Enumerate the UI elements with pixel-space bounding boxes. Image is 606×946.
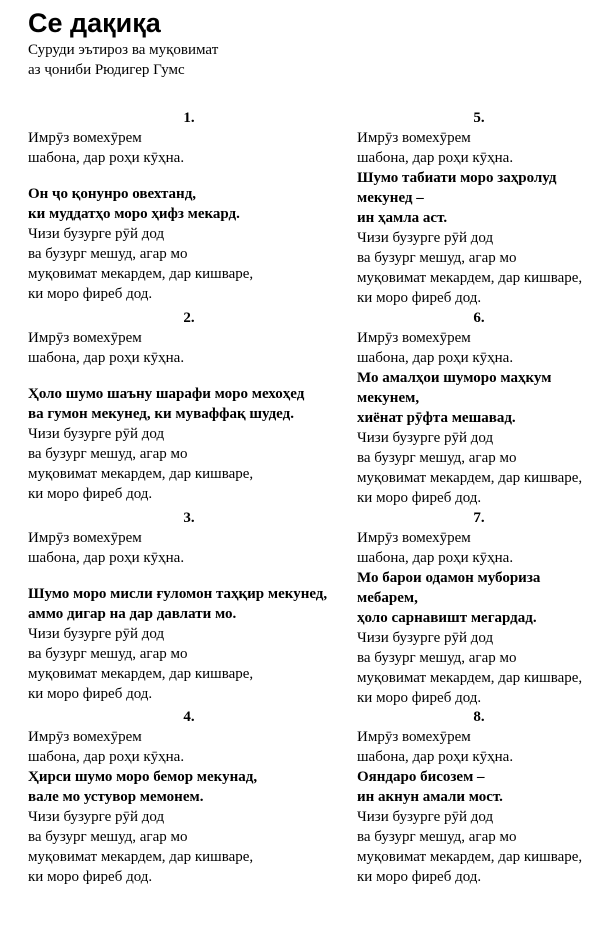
- stanza: [357, 108, 601, 308]
- stanza-spacer: [28, 168, 350, 184]
- stanza-number: 4.: [183, 709, 195, 725]
- chorus-line: Чизи бузурге рӯй дод: [28, 809, 165, 825]
- stanza-number: 8.: [473, 709, 485, 725]
- verse-line: Он ҷо қонунро овехтанд,: [28, 186, 197, 202]
- verse-line: ин ҳамла аст.: [357, 210, 448, 226]
- refrain-line: шабона, дар роҳи кӯҳна.: [28, 150, 185, 166]
- refrain-line: Имрӯз вомехӯрем: [28, 330, 142, 346]
- stanza-number: 5.: [473, 110, 485, 126]
- chorus-line: ва бузург мешуд, агар мо: [357, 650, 517, 666]
- stanza: [357, 508, 601, 708]
- chorus-line: муқовимат мекардем, дар кишваре,: [28, 849, 254, 865]
- song-title: Се дақиқа: [28, 8, 161, 38]
- chorus-line: Чизи бузурге рӯй дод: [357, 809, 494, 825]
- verse-line: мекунем,: [357, 390, 420, 406]
- chorus-line: ки моро фиреб дод.: [357, 690, 482, 706]
- chorus-line: Чизи бузурге рӯй дод: [357, 230, 494, 246]
- stanza-spacer: [28, 368, 350, 384]
- chorus-line: Чизи бузурге рӯй дод: [28, 226, 165, 242]
- chorus-line: Чизи бузурге рӯй дод: [28, 426, 165, 442]
- chorus-line: ки моро фиреб дод.: [28, 486, 153, 502]
- stanza: [357, 308, 601, 508]
- chorus-line: ки моро фиреб дод.: [357, 290, 482, 306]
- stanza-number: 2.: [183, 310, 195, 326]
- chorus-line: ва бузург мешуд, агар мо: [357, 250, 517, 266]
- chorus-line: Чизи бузурге рӯй дод: [357, 630, 494, 646]
- verse-line: хиёнат рӯфта мешавад.: [357, 410, 516, 426]
- verse-line: Шумо моро мисли ғуломон таҳқир мекунед,: [28, 586, 328, 602]
- chorus-line: муқовимат мекардем, дар кишваре,: [28, 666, 254, 682]
- verse-line: ва гумон мекунед, ки муваффақ шудед.: [28, 406, 294, 422]
- chorus-line: Чизи бузурге рӯй дод: [357, 430, 494, 446]
- stanza-number: 7.: [473, 510, 485, 526]
- stanza: [28, 308, 350, 504]
- chorus-line: ва бузург мешуд, агар мо: [357, 450, 517, 466]
- refrain-line: Имрӯз вомехӯрем: [357, 330, 471, 346]
- chorus-line: ва бузург мешуд, агар мо: [28, 446, 188, 462]
- refrain-line: Имрӯз вомехӯрем: [28, 729, 142, 745]
- stanza: [28, 707, 350, 887]
- chorus-line: муқовимат мекардем, дар кишваре,: [357, 670, 583, 686]
- chorus-line: муқовимат мекардем, дар кишваре,: [357, 270, 583, 286]
- refrain-line: шабона, дар роҳи кӯҳна.: [28, 350, 185, 366]
- chorus-line: ки моро фиреб дод.: [357, 869, 482, 885]
- refrain-line: шабона, дар роҳи кӯҳна.: [357, 150, 514, 166]
- verse-line: Ҳоло шумо шаъну шарафи моро мехоҳед: [28, 386, 305, 402]
- refrain-line: Имрӯз вомехӯрем: [357, 130, 471, 146]
- refrain-line: Имрӯз вомехӯрем: [357, 530, 471, 546]
- verse-line: ин акнун амали мост.: [357, 789, 503, 805]
- chorus-line: ва бузург мешуд, агар мо: [28, 829, 188, 845]
- refrain-line: шабона, дар роҳи кӯҳна.: [357, 749, 514, 765]
- verse-line: мебарем,: [357, 590, 418, 606]
- chorus-line: ки моро фиреб дод.: [28, 686, 153, 702]
- verse-line: ки муддатҳо моро ҳифз мекард.: [28, 206, 240, 222]
- verse-line: Мо амалҳои шуморо маҳкум: [357, 370, 552, 386]
- chorus-line: ки моро фиреб дод.: [28, 869, 153, 885]
- refrain-line: шабона, дар роҳи кӯҳна.: [357, 550, 514, 566]
- refrain-line: шабона, дар роҳи кӯҳна.: [357, 350, 514, 366]
- chorus-line: Чизи бузурге рӯй дод: [28, 626, 165, 642]
- chorus-line: ва бузург мешуд, агар мо: [28, 646, 188, 662]
- subtitle-line: аз ҷониби Рюдигер Гумс: [28, 62, 185, 78]
- refrain-line: Имрӯз вомехӯрем: [28, 530, 142, 546]
- refrain-line: Имрӯз вомехӯрем: [28, 130, 142, 146]
- chorus-line: муқовимат мекардем, дар кишваре,: [28, 266, 254, 282]
- verse-line: вале мо устувор мемонем.: [28, 789, 204, 805]
- verse-line: ҳоло сарнавишт мегардад.: [357, 610, 537, 626]
- verse-line: Ҳирси шумо моро бемор мекунад,: [28, 769, 258, 785]
- chorus-line: ки моро фиреб дод.: [28, 286, 153, 302]
- subtitle: [28, 40, 218, 80]
- chorus-line: муқовимат мекардем, дар кишваре,: [28, 466, 254, 482]
- stanza: [357, 707, 601, 887]
- refrain-line: Имрӯз вомехӯрем: [357, 729, 471, 745]
- stanza: [28, 108, 350, 304]
- refrain-line: шабона, дар роҳи кӯҳна.: [28, 550, 185, 566]
- stanza: [28, 508, 350, 704]
- chorus-line: ва бузург мешуд, агар мо: [28, 246, 188, 262]
- stanza-number: 6.: [473, 310, 485, 326]
- stanza-number: 3.: [183, 510, 195, 526]
- refrain-line: шабона, дар роҳи кӯҳна.: [28, 749, 185, 765]
- chorus-line: муқовимат мекардем, дар кишваре,: [357, 849, 583, 865]
- verse-line: Шумо табиати моро заҳролуд: [357, 170, 557, 186]
- verse-line: Мо барои одамон мубориза: [357, 570, 541, 586]
- chorus-line: муқовимат мекардем, дар кишваре,: [357, 470, 583, 486]
- verse-line: аммо дигар на дар давлати мо.: [28, 606, 237, 622]
- chorus-line: ва бузург мешуд, агар мо: [357, 829, 517, 845]
- stanza-spacer: [28, 568, 350, 584]
- verse-line: Ояндаро бисозем –: [357, 769, 485, 785]
- verse-line: мекунед –: [357, 190, 424, 206]
- chorus-line: ки моро фиреб дод.: [357, 490, 482, 506]
- subtitle-line: Суруди эътироз ва муқовимат: [28, 42, 219, 58]
- stanza-number: 1.: [183, 110, 195, 126]
